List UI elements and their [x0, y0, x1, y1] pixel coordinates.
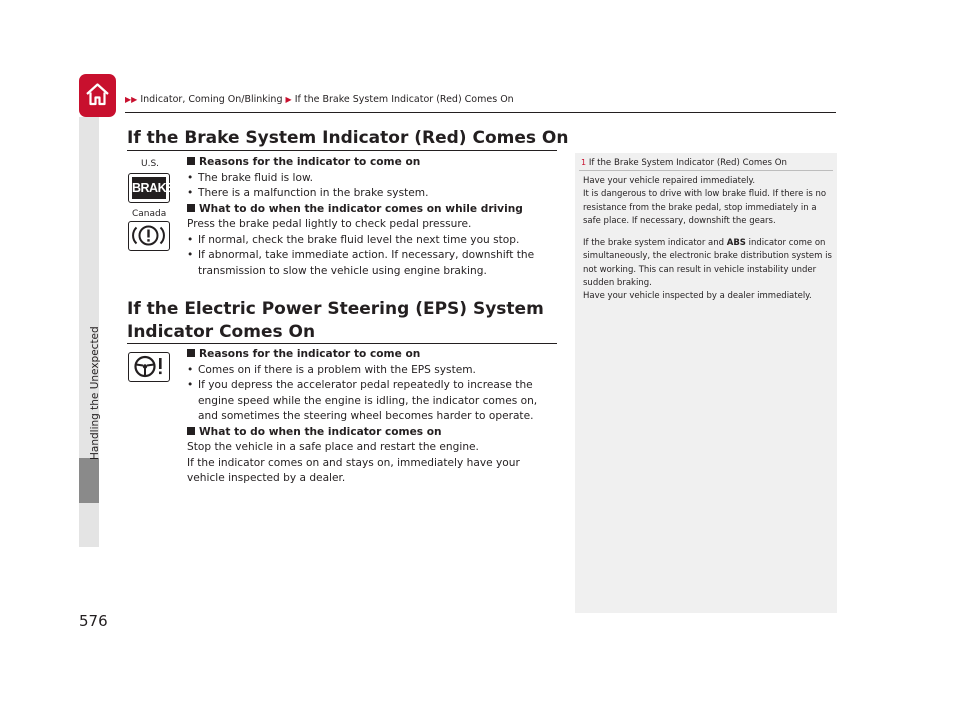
note-divider — [579, 170, 833, 171]
breadcrumb-item[interactable]: If the Brake System Indicator (Red) Comes On — [294, 94, 514, 105]
square-bullet-icon — [187, 427, 195, 435]
brake-indicator-icon — [128, 173, 174, 203]
heading-todo: What to do when the indicator comes on — [199, 425, 442, 438]
square-bullet-icon — [187, 204, 195, 212]
title-divider — [127, 343, 557, 344]
note-marker-icon: 1 — [581, 158, 587, 167]
section-eps-body — [187, 347, 559, 487]
note-paragraph: It is dangerous to drive with low brake fluid. If there is no resistance from the brake pedal, stop immediately in a safe place. If necessary, downshift the gears. — [583, 189, 827, 226]
header-divider — [125, 112, 836, 113]
list-item: • The brake fluid is low. — [187, 171, 314, 184]
list-item: • If normal, check the brake fluid level the next time you stop. — [187, 233, 520, 246]
arrow-right-icon: ▶▶ — [125, 95, 138, 104]
brake-warning-circle-icon — [128, 221, 170, 251]
arrow-right-icon: ▶ — [285, 95, 292, 104]
brake-indicator-text: BRAKE — [132, 177, 166, 199]
section-brake-body — [187, 155, 559, 279]
section-title-brake: If the Brake System Indicator (Red) Comes On — [127, 128, 569, 148]
side-tab-label: Handling the Unexpected — [89, 326, 101, 460]
heading-todo: What to do when the indicator comes on while driving — [199, 202, 523, 215]
breadcrumb — [125, 94, 514, 105]
indicator-label-canada: Canada — [132, 209, 167, 219]
list-item: • Comes on if there is a problem with the EPS system. — [187, 363, 476, 376]
note-paragraph: If the brake system indicator and ABS indicator come on simultaneously, the electronic brake distribution system is not working. This can result in vehicle instability under sudden braking. — [583, 238, 832, 289]
home-icon — [85, 82, 110, 107]
home-button[interactable] — [79, 74, 116, 117]
page-number: 576 — [79, 612, 108, 630]
section-title-eps: If the Electric Power Steering (EPS) System Indicator Comes On — [127, 299, 544, 342]
paragraph: Stop the vehicle in a safe place and restart the engine. — [187, 441, 479, 453]
note-body — [583, 175, 833, 304]
list-item: • If abnormal, take immediate action. If necessary, downshift the transmission to slow the vehicle using engine braking. — [187, 249, 535, 277]
breadcrumb-item[interactable]: Indicator, Coming On/Blinking — [140, 94, 283, 105]
side-tab-marker[interactable] — [79, 458, 99, 503]
indicator-label-us: U.S. — [141, 159, 160, 169]
square-bullet-icon — [187, 349, 195, 357]
note-paragraph: Have your vehicle repaired immediately. — [583, 176, 756, 186]
note-title: 1 If the Brake System Indicator (Red) Comes On — [581, 158, 787, 168]
heading-reasons: Reasons for the indicator to come on — [199, 348, 421, 360]
paragraph: Press the brake pedal lightly to check pedal pressure. — [187, 218, 472, 230]
square-bullet-icon — [187, 157, 195, 165]
list-item: • If you depress the accelerator pedal repeatedly to increase the engine speed while the engine is idling, the indicator comes on, and sometimes the steering wheel becomes harder to operate. — [187, 379, 538, 422]
paragraph: If the indicator comes on and stays on, immediately have your vehicle inspected by a dealer. — [187, 456, 520, 484]
title-divider — [127, 150, 557, 151]
note-paragraph: Have your vehicle inspected by a dealer immediately. — [583, 291, 812, 302]
eps-indicator-icon — [128, 352, 170, 382]
list-item: • There is a malfunction in the brake system. — [187, 187, 429, 199]
heading-reasons: Reasons for the indicator to come on — [199, 156, 421, 168]
